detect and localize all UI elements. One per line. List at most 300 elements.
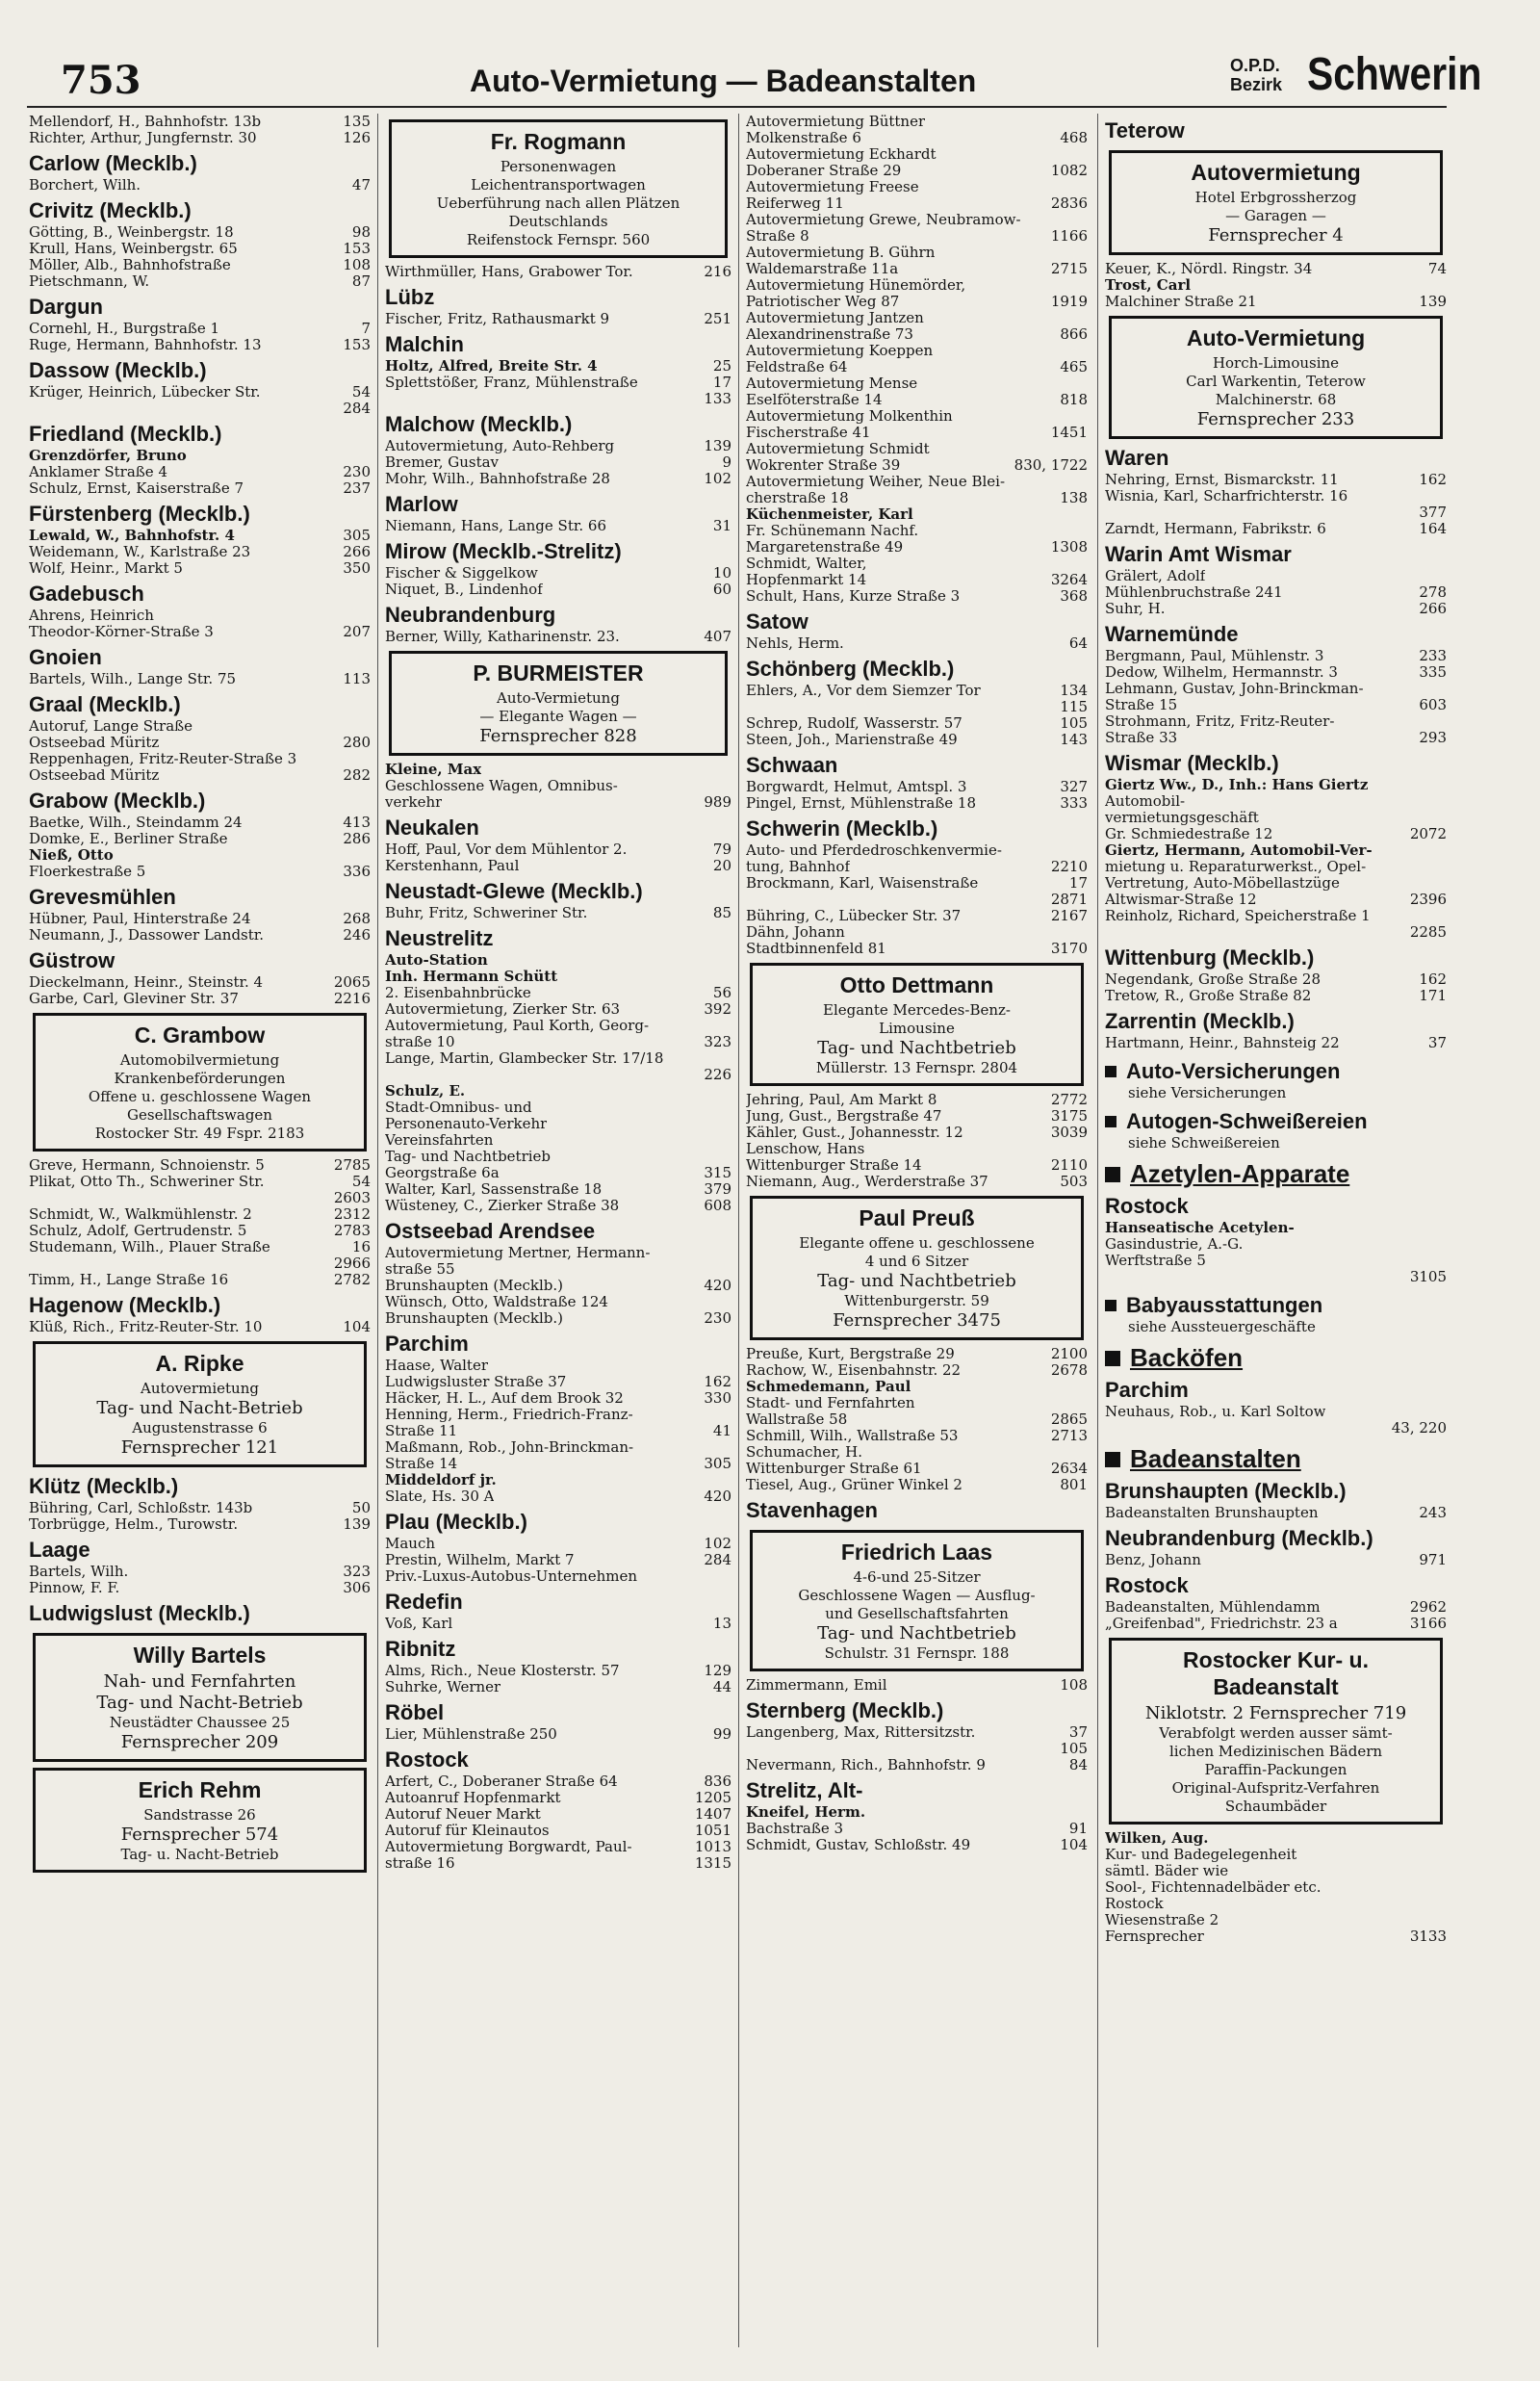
- entry-phone: 133: [704, 390, 732, 407]
- entry-name: Molkenstraße 6: [746, 130, 861, 146]
- entry-phone: 1451: [1050, 424, 1088, 441]
- entry-name: Kähler, Gust., Johannesstr. 12: [746, 1125, 963, 1141]
- directory-entry: [746, 1346, 1088, 1362]
- town-heading: Carlow (Mecklb.): [29, 151, 197, 175]
- entry-phone: 1082: [1050, 162, 1088, 179]
- entry-phone: 305: [704, 1455, 732, 1472]
- directory-entry: [385, 858, 732, 874]
- entry-phone: 503: [1060, 1173, 1088, 1190]
- directory-entry: [29, 718, 371, 735]
- ad-line: Auto-Vermietung: [497, 689, 620, 707]
- entry-name: straße 16: [385, 1855, 455, 1872]
- directory-entry: [746, 1724, 1088, 1741]
- ad-line: Fernsprecher 3475: [833, 1310, 1001, 1331]
- ad-line: Krankenbeförderungen: [114, 1070, 286, 1087]
- entry-name: Timm, H., Lange Straße 16: [29, 1272, 229, 1288]
- directory-entry: [746, 195, 1088, 212]
- directory-entry: [746, 179, 1088, 195]
- entry-name: Theodor-Körner-Straße 3: [29, 624, 214, 640]
- directory-entry: [385, 778, 732, 794]
- directory-entry: [29, 177, 371, 194]
- entry-phone: 2865: [1050, 1410, 1088, 1428]
- entry-name: Autovermietung Mertner, Hermann-: [385, 1245, 651, 1261]
- entry-phone: 333: [1060, 794, 1088, 812]
- directory-entry: [385, 1198, 732, 1214]
- directory-entry: [385, 1616, 732, 1632]
- directory-entry: [29, 847, 371, 864]
- entry-phone: 230: [343, 463, 371, 480]
- entry-name: Hoff, Paul, Vor dem Mühlentor 2.: [385, 841, 628, 858]
- directory-entry: [746, 212, 1088, 228]
- town-heading: Mirow (Mecklb.-Strelitz): [385, 539, 622, 563]
- entry-name: Autoruf Neuer Markt: [385, 1806, 541, 1823]
- ad-line: Tag- und Nacht-Betrieb: [96, 1693, 303, 1713]
- directory-entry: [385, 1050, 732, 1067]
- entry-name: Klüß, Rich., Fritz-Reuter-Str. 10: [29, 1319, 263, 1335]
- ad-line: Tag- und Nacht-Betrieb: [96, 1398, 303, 1418]
- directory-entry: [1105, 277, 1447, 294]
- directory-entry: [385, 1149, 732, 1165]
- entry-name: Zimmermann, Emil: [746, 1677, 887, 1694]
- entry-name: mietung u. Reparaturwerkst., Opel-: [1105, 859, 1367, 875]
- entry-name: Splettstößer, Franz, Mühlenstraße: [385, 375, 638, 391]
- entry-phone: 108: [1060, 1676, 1088, 1694]
- directory-entry: [385, 1083, 732, 1100]
- entry-name: Arfert, C., Doberaner Straße 64: [385, 1773, 618, 1790]
- entry-phone: 216: [704, 263, 732, 280]
- category-heading: [1105, 1444, 1447, 1474]
- ad-line: Tag- und Nachtbetrieb: [817, 1623, 1016, 1643]
- entry-phone: 1919: [1050, 293, 1088, 310]
- ad-line: Elegante offene u. geschlossene: [799, 1234, 1035, 1252]
- entry-name: Schulz, E.: [385, 1083, 466, 1100]
- directory-entry: [746, 146, 1088, 163]
- directory-entry: [29, 130, 371, 146]
- entry-name: Mauch: [385, 1536, 436, 1552]
- entry-name: Badeanstalten, Mühlendamm: [1105, 1599, 1321, 1616]
- entry-name: Bergmann, Paul, Mühlenstr. 3: [1105, 648, 1324, 664]
- town-heading: Fürstenberg (Mecklb.): [29, 502, 250, 526]
- entry-name: Kur- und Badegelegenheit: [1105, 1847, 1297, 1863]
- directory-entry: [1105, 521, 1447, 537]
- entry-phone: 246: [343, 926, 371, 944]
- column-4: [1105, 114, 1447, 1945]
- directory-entry: [746, 245, 1088, 261]
- directory-entry: [385, 1001, 732, 1018]
- entry-name: Auto- und Pferdedroschkenvermie-: [746, 842, 1002, 859]
- directory-entry: [746, 1108, 1088, 1125]
- entry-name: Bühring, C., Lübecker Str. 37: [746, 908, 962, 924]
- directory-entry: [1105, 810, 1447, 826]
- directory-entry: [385, 1663, 732, 1679]
- entry-name: Schmill, Wilh., Wallstraße 53: [746, 1428, 959, 1444]
- directory-entry: [385, 1034, 732, 1050]
- entry-phone: 3105: [1409, 1268, 1447, 1285]
- entry-name: Autovermietung, Zierker Str. 63: [385, 1001, 621, 1018]
- entry-phone: 2216: [333, 990, 371, 1007]
- entry-name: Berner, Willy, Katharinenstr. 23.: [385, 629, 620, 645]
- entry-phone: 153: [343, 336, 371, 353]
- entry-name: Gr. Schmiedestraße 12: [1105, 826, 1273, 842]
- category-heading: [1105, 1293, 1447, 1318]
- see-also-reference: siehe Aussteuergeschäfte: [1128, 1318, 1316, 1335]
- advertisement-box: [750, 1196, 1084, 1340]
- entry-name: Reiferweg 11: [746, 195, 844, 212]
- directory-entry: [385, 438, 732, 454]
- directory-entry: [385, 471, 732, 487]
- entry-name: Giertz Ww., D., Inh.: Hans Giertz: [1105, 777, 1369, 793]
- entry-name: Autovermietung B. Gührn: [746, 245, 936, 261]
- directory-entry: [29, 815, 371, 831]
- directory-entry: [746, 1379, 1088, 1395]
- ad-line: Horch-Limousine: [1212, 354, 1340, 372]
- entry-phone: 104: [1060, 1836, 1088, 1853]
- entry-name: verkehr: [385, 794, 443, 811]
- directory-entry: [1105, 472, 1447, 488]
- entry-phone: 87: [351, 272, 371, 290]
- entry-phone: 2678: [1050, 1361, 1088, 1379]
- directory-entry: [29, 544, 371, 560]
- entry-name: Anklamer Straße 4: [29, 464, 167, 480]
- town-heading: Hagenow (Mecklb.): [29, 1293, 221, 1317]
- entry-name: Inh. Hermann Schütt: [385, 969, 558, 985]
- entry-name: Autovermietung Freese: [746, 179, 919, 195]
- entry-phone: 2167: [1050, 907, 1088, 924]
- entry-name: Feldstraße 64: [746, 359, 848, 375]
- directory-entry: [746, 523, 1088, 539]
- entry-phone: 377: [1419, 504, 1447, 521]
- entry-phone: 971: [1419, 1551, 1447, 1568]
- entry-phone: 102: [704, 470, 732, 487]
- entry-phone: 1407: [694, 1805, 732, 1823]
- town-heading: Neubrandenburg (Mecklb.): [1105, 1526, 1373, 1550]
- directory-entry: [385, 1278, 732, 1294]
- entry-name: Langenberg, Max, Rittersitzstr.: [746, 1724, 976, 1741]
- entry-name: Autovermietung Mense: [746, 375, 918, 392]
- entry-phone: 315: [704, 1164, 732, 1181]
- ad-line: Fernsprecher 574: [120, 1825, 279, 1845]
- entry-name: Ostseebad Müritz: [29, 735, 160, 751]
- entry-name: Benz, Johann: [1105, 1552, 1201, 1568]
- entry-name: Reppenhagen, Fritz-Reuter-Straße 3: [29, 751, 297, 767]
- entry-name: Brockmann, Karl, Waisenstraße: [746, 875, 979, 892]
- entry-phone: 286: [343, 830, 371, 847]
- entry-phone: 2210: [1050, 858, 1088, 875]
- directory-entry: [385, 1018, 732, 1034]
- directory-entry: [1105, 826, 1447, 842]
- category-heading: [1105, 1059, 1447, 1084]
- entry-name: Garbe, Carl, Gleviner Str. 37: [29, 991, 239, 1007]
- town-heading: Lübz: [385, 285, 435, 309]
- entry-name: cherstraße 18: [746, 490, 849, 506]
- entry-name: Niquet, B., Lindenhof: [385, 582, 543, 598]
- entry-phone: 135: [343, 114, 371, 130]
- entry-phone: 226: [704, 1066, 732, 1083]
- category-heading: [1105, 1159, 1447, 1189]
- directory-entry: [746, 732, 1088, 748]
- directory-entry: [746, 1821, 1088, 1837]
- directory-entry: [385, 1472, 732, 1488]
- town-heading: Grabow (Mecklb.): [29, 789, 206, 813]
- town-heading: Warnemünde: [1105, 622, 1239, 646]
- directory-entry: [746, 228, 1088, 245]
- directory-entry: [29, 1516, 371, 1533]
- town-heading: Ostseebad Arendsee: [385, 1219, 596, 1243]
- directory-entry: [746, 130, 1088, 146]
- entry-phone: 99: [712, 1725, 732, 1743]
- directory-entry: [385, 952, 732, 969]
- directory-entry: [29, 927, 371, 944]
- entry-name: Autoanruf Hopfenmarkt: [385, 1790, 561, 1806]
- entry-name: Gasindustrie, A.-G.: [1105, 1236, 1244, 1253]
- entry-name: Alexandrinenstraße 73: [746, 326, 913, 343]
- directory-entry: [29, 1223, 371, 1239]
- entry-phone: 2634: [1050, 1460, 1088, 1477]
- entry-name: Schrep, Rudolf, Wasserstr. 57: [746, 715, 962, 732]
- entry-name: Bartels, Wilh., Lange Str. 75: [29, 671, 237, 687]
- entry-phone: 7: [361, 320, 371, 337]
- ad-line: Fernsprecher 233: [1196, 409, 1355, 429]
- entry-phone: 330: [704, 1389, 732, 1407]
- entry-name: Georgstraße 6a: [385, 1165, 500, 1181]
- entry-name: Wüsteney, C., Zierker Straße 38: [385, 1198, 620, 1214]
- entry-name: Brunshaupten (Mecklb.): [385, 1278, 564, 1294]
- directory-entry: [1105, 505, 1447, 521]
- entry-name: Malchiner Straße 21: [1105, 294, 1257, 310]
- entry-name: Grenzdörfer, Bruno: [29, 448, 187, 464]
- advertisement-box: [389, 119, 728, 258]
- entry-phone: 113: [343, 670, 371, 687]
- directory-entry: [385, 264, 732, 280]
- ad-line: Autovermietung: [141, 1380, 259, 1397]
- entry-name: Ehlers, A., Vor dem Siemzer Tor: [746, 683, 981, 699]
- directory-entry: [746, 1757, 1088, 1773]
- directory-entry: [1105, 1236, 1447, 1253]
- directory-entry: [29, 624, 371, 640]
- directory-entry: [746, 1411, 1088, 1428]
- directory-entry: [29, 224, 371, 241]
- entry-phone: 989: [704, 793, 732, 811]
- directory-entry: [385, 1100, 732, 1116]
- entry-phone: 207: [343, 623, 371, 640]
- directory-entry: [385, 311, 732, 327]
- entry-phone: 25: [712, 357, 732, 375]
- town-heading: Zarrentin (Mecklb.): [1105, 1009, 1295, 1033]
- entry-name: Fischer, Fritz, Rathausmarkt 9: [385, 311, 610, 327]
- entry-name: Ruge, Hermann, Bahnhofstr. 13: [29, 337, 262, 353]
- directory-entry: [385, 375, 732, 391]
- directory-entry: [1105, 842, 1447, 859]
- directory-entry: [385, 1488, 732, 1505]
- entry-name: Häcker, H. L., Auf dem Brook 32: [385, 1390, 624, 1407]
- entry-name: Auto-Station: [385, 952, 488, 969]
- entry-name: Dedow, Wilhelm, Hermannstr. 3: [1105, 664, 1338, 681]
- entry-name: Richter, Arthur, Jungfernstr. 30: [29, 130, 257, 146]
- ad-line: Sandstrasse 26: [143, 1806, 256, 1824]
- entry-phone: 20: [712, 857, 732, 874]
- directory-entry: [746, 506, 1088, 523]
- ad-line: Fernsprecher 209: [120, 1732, 279, 1752]
- directory-entry: [1105, 261, 1447, 277]
- directory-entry: [746, 408, 1088, 425]
- ad-line: Deutschlands: [508, 213, 608, 230]
- directory-entry: [746, 1477, 1088, 1493]
- entry-name: Wittenburger Straße 14: [746, 1157, 922, 1174]
- entry-name: Bartels, Wilh.: [29, 1564, 129, 1580]
- entry-phone: 368: [1060, 587, 1088, 605]
- entry-name: Cornehl, H., Burgstraße 1: [29, 321, 220, 337]
- entry-name: „Greifenbad", Friedrichstr. 23 a: [1105, 1616, 1338, 1632]
- entry-phone: 98: [351, 223, 371, 241]
- directory-entry: [746, 859, 1088, 875]
- ad-line: Malchinerstr. 68: [1215, 391, 1337, 408]
- entry-name: Grälert, Adolf: [1105, 568, 1206, 584]
- square-bullet-icon: [1105, 1452, 1120, 1467]
- column-divider: [738, 114, 739, 2347]
- directory-entry: [29, 448, 371, 464]
- entry-phone: 10: [712, 564, 732, 582]
- ad-line: Paraffin-Packungen: [1204, 1761, 1348, 1778]
- ad-title: Auto-Vermietung: [1186, 325, 1366, 350]
- entry-name: Werftstraße 5: [1105, 1253, 1206, 1269]
- directory-entry: [746, 1174, 1088, 1190]
- directory-entry: [385, 1823, 732, 1839]
- column-1: [29, 114, 371, 1878]
- directory-entry: [746, 572, 1088, 588]
- directory-entry: [385, 1855, 732, 1872]
- directory-entry: [746, 310, 1088, 326]
- entry-name: Nehring, Ernst, Bismarckstr. 11: [1105, 472, 1339, 488]
- entry-name: Slate, Hs. 30 A: [385, 1488, 495, 1505]
- entry-name: Autovermietung, Paul Korth, Georg-: [385, 1018, 650, 1034]
- entry-phone: 268: [343, 910, 371, 927]
- directory-entry: [385, 1067, 732, 1083]
- town-heading: Malchin: [385, 332, 464, 356]
- entry-phone: 108: [343, 256, 371, 273]
- town-heading: Marlow: [385, 492, 458, 516]
- entry-phone: 1166: [1050, 227, 1088, 245]
- entry-phone: 251: [704, 310, 732, 327]
- ad-title: A. Ripke: [155, 1351, 244, 1376]
- entry-phone: 139: [343, 1515, 371, 1533]
- entry-name: Floerkestraße 5: [29, 864, 146, 880]
- ad-line: Leichentransportwagen: [471, 176, 646, 194]
- entry-phone: 306: [343, 1579, 371, 1596]
- entry-phone: 278: [1419, 583, 1447, 601]
- entry-name: Möller, Alb., Bahnhofstraße: [29, 257, 231, 273]
- entry-name: Hübner, Paul, Hinterstraße 24: [29, 911, 251, 927]
- town-heading: Ludwigslust (Mecklb.): [29, 1601, 250, 1625]
- entry-name: straße 10: [385, 1034, 455, 1050]
- town-heading: Plau (Mecklb.): [385, 1510, 527, 1534]
- entry-name: Pingel, Ernst, Mühlenstraße 18: [746, 795, 977, 812]
- entry-name: Neuhaus, Rob., u. Karl Soltow: [1105, 1404, 1326, 1420]
- entry-phone: 2065: [333, 973, 371, 991]
- directory-entry: [746, 1395, 1088, 1411]
- ad-line: Automobilvermietung: [119, 1051, 280, 1069]
- entry-name: Schmidt, W., Walkmühlenstr. 2: [29, 1206, 252, 1223]
- directory-entry: [29, 974, 371, 991]
- ad-line: Fernsprecher 121: [120, 1437, 279, 1458]
- ad-title: C. Grambow: [134, 1022, 266, 1048]
- entry-phone: 139: [1419, 293, 1447, 310]
- entry-name: Altwismar-Straße 12: [1105, 892, 1257, 908]
- advertisement-box: [33, 1013, 367, 1152]
- entry-name: Krüger, Heinrich, Lübecker Str.: [29, 384, 261, 401]
- directory-entry: [1105, 875, 1447, 892]
- directory-entry: [1105, 1616, 1447, 1632]
- category-name: Backöfen: [1130, 1343, 1244, 1372]
- directory-entry: [385, 1552, 732, 1568]
- directory-entry: [385, 1726, 732, 1743]
- directory-entry: [746, 375, 1088, 392]
- directory-entry: [29, 1580, 371, 1596]
- entry-phone: 323: [343, 1563, 371, 1580]
- entry-name: Niemann, Hans, Lange Str. 66: [385, 518, 607, 534]
- entry-phone: 280: [343, 734, 371, 751]
- entry-name: Jung, Gust., Bergstraße 47: [746, 1108, 942, 1125]
- directory-entry: [385, 1790, 732, 1806]
- entry-name: Doberaner Straße 29: [746, 163, 902, 179]
- entry-phone: 9: [722, 453, 732, 471]
- ad-line: Original-Aufspritz-Verfahren: [1171, 1779, 1380, 1797]
- directory-entry: [29, 1564, 371, 1580]
- entry-name: Badeanstalten Brunshaupten: [1105, 1505, 1319, 1521]
- advertisement-box: [1109, 1638, 1443, 1825]
- entry-name: Haase, Walter: [385, 1358, 489, 1374]
- directory-entry: [746, 425, 1088, 441]
- ad-line: Gesellschaftswagen: [127, 1106, 272, 1124]
- town-heading: Graal (Mecklb.): [29, 692, 181, 716]
- entry-phone: 134: [1060, 682, 1088, 699]
- directory-entry: [385, 1439, 732, 1456]
- directory-entry: [746, 1444, 1088, 1461]
- directory-entry: [1105, 488, 1447, 505]
- entry-phone: 233: [1419, 647, 1447, 664]
- square-bullet-icon: [1105, 1066, 1116, 1077]
- town-heading: Neustrelitz: [385, 926, 494, 950]
- directory-entry: [29, 767, 371, 784]
- entry-name: Lewald, W., Bahnhofstr. 4: [29, 528, 235, 544]
- entry-name: Nehls, Herm.: [746, 635, 844, 652]
- ad-line: Geschlossene Wagen — Ausflug-: [798, 1587, 1036, 1604]
- entry-name: Torbrügge, Helm., Turowstr.: [29, 1516, 239, 1533]
- entry-name: Pinnow, F. F.: [29, 1580, 120, 1596]
- entry-name: Borgwardt, Helmut, Amtspl. 3: [746, 779, 967, 795]
- entry-phone: 327: [1060, 778, 1088, 795]
- directory-entry: [746, 892, 1088, 908]
- directory-entry: [29, 273, 371, 290]
- directory-entry: [385, 582, 732, 598]
- entry-phone: 105: [1060, 714, 1088, 732]
- entry-phone: 162: [704, 1373, 732, 1390]
- directory-entry: [385, 1245, 732, 1261]
- entry-name: Weidemann, W., Karlstraße 23: [29, 544, 251, 560]
- entry-name: Wallstraße 58: [746, 1411, 848, 1428]
- directory-entry: [746, 924, 1088, 941]
- entry-name: Pietschmann, W.: [29, 273, 150, 290]
- ad-line: Schaumbäder: [1224, 1798, 1327, 1815]
- directory-entry: [385, 1773, 732, 1790]
- entry-phone: 105: [1060, 1740, 1088, 1757]
- entry-name: Lange, Martin, Glambecker Str. 17/18: [385, 1050, 664, 1067]
- ad-line: Nah- und Fernfahrten: [103, 1671, 296, 1692]
- ad-title: Otto Dettmann: [839, 972, 994, 997]
- directory-entry: [29, 1272, 371, 1288]
- category-name: Azetylen-Apparate: [1130, 1159, 1350, 1188]
- entry-name: Autovermietung Molkenthin: [746, 408, 953, 425]
- directory-entry: [385, 905, 732, 921]
